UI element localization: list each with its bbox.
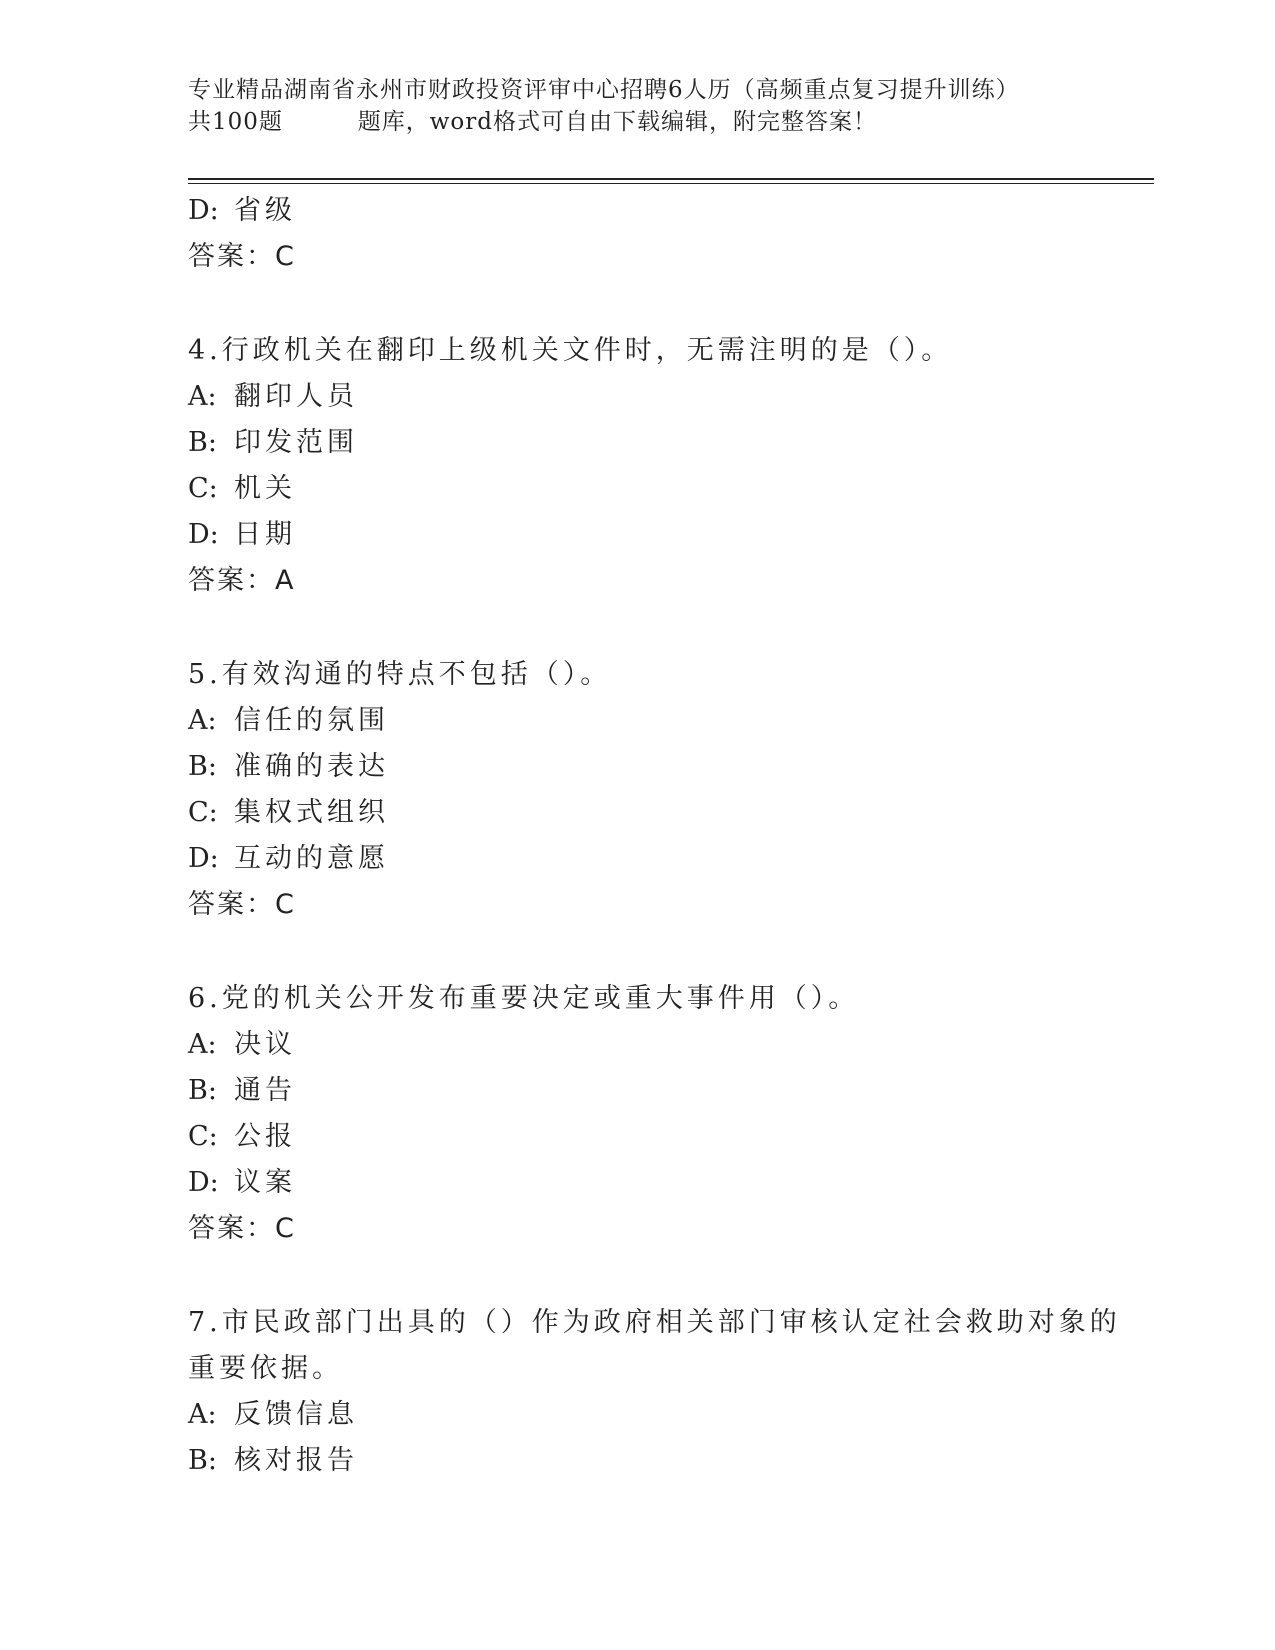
question-list (188, 188, 1148, 1484)
option-text: 通告 (234, 1075, 296, 1106)
option-letter: A: (188, 1399, 217, 1430)
header-rule-thin (188, 183, 1154, 184)
answer-line: 答案：C (188, 1213, 296, 1244)
option-row (188, 1160, 1148, 1206)
option-text: 省级 (234, 195, 296, 226)
option-text: 公报 (234, 1121, 296, 1152)
option-letter: D: (188, 519, 219, 550)
option-letter: C: (188, 797, 218, 828)
question-stem: 6.党的机关公开发布重要决定或重大事件用（）。 (188, 983, 860, 1014)
option-text: 印发范围 (234, 427, 358, 458)
header-rule-thick (188, 178, 1154, 180)
question-stem-line1: 7.市民政部门出具的（）作为政府相关部门审核认定社会救助对象的 (188, 1307, 1121, 1338)
option-text: 信任的氛围 (234, 705, 389, 736)
option-text: 机关 (234, 473, 296, 504)
question-stem: 5.有效沟通的特点不包括（）。 (188, 659, 612, 690)
answer-line: 答案：A (188, 565, 296, 596)
option-row (188, 836, 1148, 882)
option-row (188, 1022, 1148, 1068)
option-row (188, 466, 1148, 512)
option-letter: C: (188, 473, 218, 504)
option-row (188, 1392, 1148, 1438)
option-letter: A: (188, 1029, 217, 1060)
option-row (188, 1068, 1148, 1114)
answer-line: 答案：C (188, 241, 296, 272)
option-row (188, 420, 1148, 466)
option-letter: B: (188, 1445, 217, 1476)
option-letter: D: (188, 843, 219, 874)
header-title-line2: 共100题 题库，word格式可自由下载编辑，附完整答案！ (188, 109, 877, 135)
option-text: 议案 (234, 1167, 296, 1198)
option-row (188, 698, 1148, 744)
answer-line: 答案：C (188, 889, 296, 920)
option-row (188, 374, 1148, 420)
option-letter: B: (188, 1075, 217, 1106)
page-header (188, 74, 1148, 138)
option-letter: D: (188, 195, 219, 226)
option-letter: A: (188, 705, 217, 736)
option-row (188, 512, 1148, 558)
option-letter: B: (188, 751, 217, 782)
option-letter: D: (188, 1167, 219, 1198)
option-row (188, 1114, 1148, 1160)
option-row (188, 188, 1148, 234)
option-text: 决议 (234, 1029, 296, 1060)
header-title-line1: 专业精品湖南省永州市财政投资评审中心招聘6人历（高频重点复习提升训练） (188, 77, 1020, 103)
question-stem-line2: 重要依据。 (188, 1353, 343, 1384)
option-text: 互动的意愿 (234, 843, 389, 874)
option-text: 核对报告 (234, 1445, 358, 1476)
option-text: 翻印人员 (234, 381, 358, 412)
option-letter: A: (188, 381, 217, 412)
option-text: 反馈信息 (234, 1399, 358, 1430)
question-stem: 4.行政机关在翻印上级机关文件时，无需注明的是（）。 (188, 335, 953, 366)
option-row (188, 790, 1148, 836)
option-row (188, 744, 1148, 790)
option-text: 准确的表达 (234, 751, 389, 782)
option-letter: B: (188, 427, 217, 458)
option-text: 集权式组织 (234, 797, 389, 828)
option-text: 日期 (234, 519, 296, 550)
option-row (188, 1438, 1148, 1484)
option-letter: C: (188, 1121, 218, 1152)
